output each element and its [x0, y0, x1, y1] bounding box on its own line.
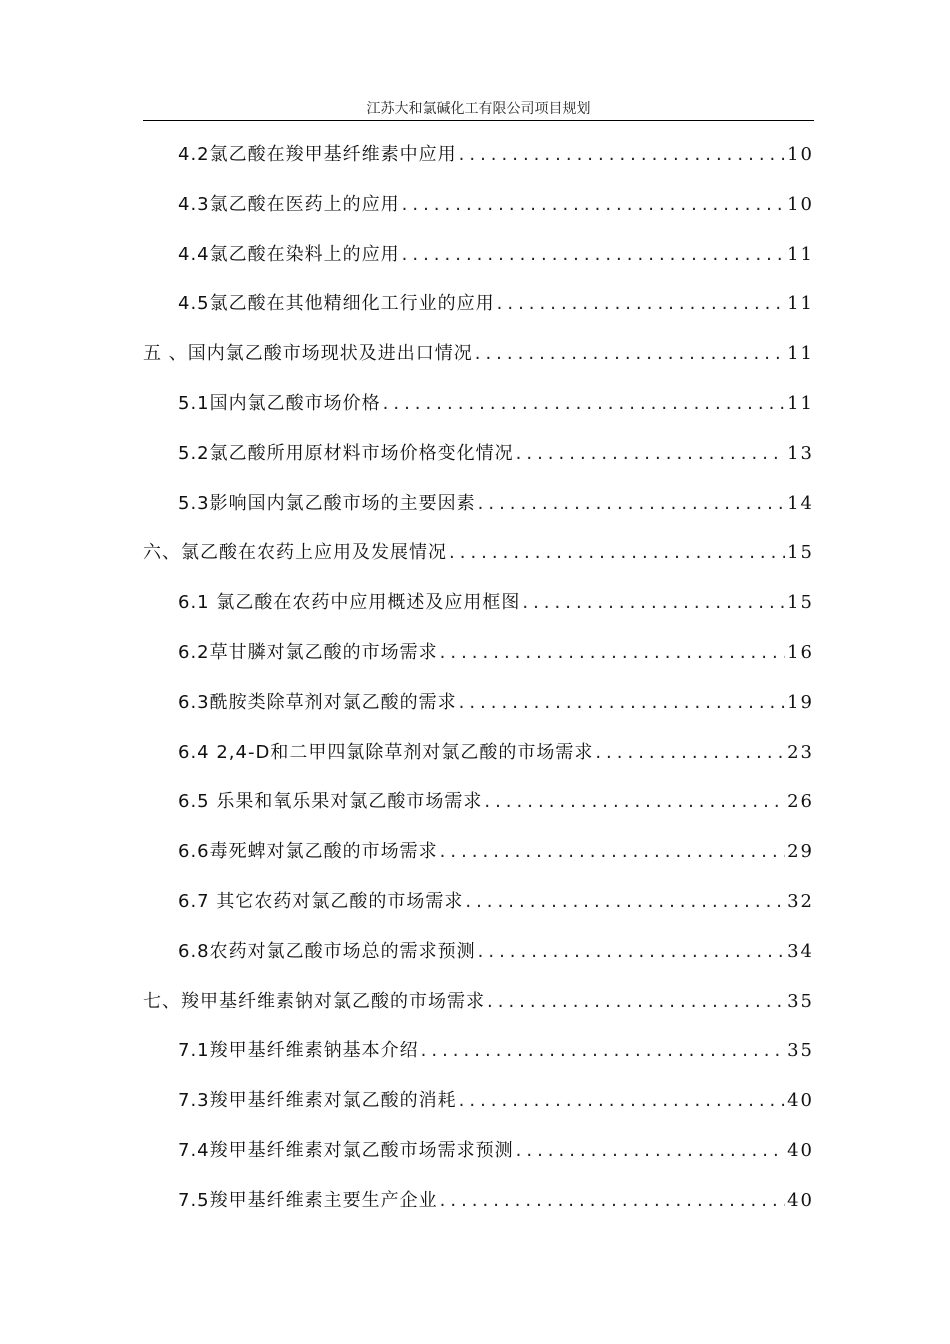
toc-leader-dots: [484, 777, 785, 827]
toc-entry-title: 6.1 氯乙酸在农药中应用概述及应用框图: [178, 592, 521, 614]
toc-entry[interactable]: [143, 180, 814, 230]
toc-entry[interactable]: [143, 230, 814, 280]
toc-page-number: 16: [787, 641, 814, 663]
toc-page-number: 11: [787, 343, 814, 365]
toc-entry-title: 6.2草甘膦对氯乙酸的市场需求: [178, 641, 438, 663]
toc-entry[interactable]: [143, 1026, 814, 1076]
toc-page-number: 10: [787, 144, 814, 165]
toc-entry[interactable]: [143, 429, 814, 479]
toc-leader-dots: [478, 927, 785, 977]
toc-entry[interactable]: [143, 678, 814, 728]
toc-leader-dots: [475, 329, 785, 379]
toc-entry-title: 6.5 乐果和氧乐果对氯乙酸市场需求: [178, 791, 483, 813]
toc-entry[interactable]: [143, 479, 814, 529]
toc-page-number: 23: [787, 741, 814, 763]
toc-page-number: 35: [787, 990, 814, 1012]
toc-entry[interactable]: [143, 777, 814, 827]
toc-entry[interactable]: [143, 279, 814, 329]
toc-entry-title: 4.5氯乙酸在其他精细化工行业的应用: [178, 293, 495, 315]
toc-leader-dots: [459, 130, 785, 180]
toc-chapter-entry[interactable]: [143, 329, 814, 379]
toc-page-number: 11: [787, 243, 814, 265]
toc-entry[interactable]: [143, 1176, 814, 1226]
toc-leader-dots: [440, 628, 785, 678]
toc-leader-dots: [459, 1076, 785, 1126]
toc-chapter-entry[interactable]: [143, 528, 814, 578]
toc-leader-dots: [440, 1176, 785, 1226]
table-of-contents: [143, 130, 814, 1226]
toc-page-number: 29: [787, 841, 814, 863]
toc-leader-dots: [478, 479, 785, 529]
toc-entry[interactable]: [143, 578, 814, 628]
toc-entry-title: 六、氯乙酸在农药上应用及发展情况: [143, 542, 447, 564]
toc-entry-title: 4.2氯乙酸在羧甲基纤维素中应用: [178, 144, 457, 165]
toc-entry-title: 6.3酰胺类除草剂对氯乙酸的需求: [178, 691, 457, 713]
toc-entry-title: 5.2氯乙酸所用原材料市场价格变化情况: [178, 442, 514, 464]
toc-page-number: 15: [787, 592, 814, 614]
toc-page-number: 40: [787, 1090, 814, 1112]
toc-leader-dots: [522, 578, 785, 628]
toc-entry[interactable]: [143, 827, 814, 877]
toc-entry[interactable]: [143, 877, 814, 927]
toc-leader-dots: [383, 379, 785, 429]
toc-page-number: 15: [787, 542, 814, 564]
toc-page-number: 40: [787, 1189, 814, 1211]
page-header: 江苏大和氯碱化工有限公司项目规划: [366, 101, 591, 117]
toc-entry-title: 6.7 其它农药对氯乙酸的市场需求: [178, 890, 464, 912]
toc-entry[interactable]: [143, 927, 814, 977]
toc-entry-title: 7.5羧甲基纤维素主要生产企业: [178, 1189, 438, 1211]
toc-leader-dots: [516, 429, 785, 479]
toc-page-number: 14: [787, 492, 814, 514]
toc-entry-title: 5.1国内氯乙酸市场价格: [178, 392, 381, 414]
toc-entry[interactable]: [143, 1126, 814, 1176]
toc-entry-title: 7.4羧甲基纤维素对氯乙酸市场需求预测: [178, 1139, 514, 1161]
toc-page-number: 40: [787, 1139, 814, 1161]
toc-entry[interactable]: [143, 1076, 814, 1126]
toc-leader-dots: [449, 528, 785, 578]
toc-entry-title: 七、羧甲基纤维素钠对氯乙酸的市场需求: [143, 990, 485, 1012]
toc-entry-title: 6.6毒死蜱对氯乙酸的市场需求: [178, 841, 438, 863]
toc-chapter-entry[interactable]: [143, 977, 814, 1027]
toc-entry[interactable]: [143, 379, 814, 429]
toc-page-number: 13: [787, 442, 814, 464]
toc-entry-title: 5.3影响国内氯乙酸市场的主要因素: [178, 492, 476, 514]
toc-leader-dots: [421, 1026, 785, 1076]
toc-entry-title: 五 、国内氯乙酸市场现状及进出口情况: [143, 343, 473, 365]
toc-page-number: 26: [787, 791, 814, 813]
toc-leader-dots: [459, 678, 785, 728]
header-divider: [143, 120, 814, 121]
toc-page-number: 11: [787, 293, 814, 315]
toc-entry-title: 4.3氯乙酸在医药上的应用: [178, 193, 400, 215]
toc-entry[interactable]: [143, 628, 814, 678]
toc-entry-title: 7.3羧甲基纤维素对氯乙酸的消耗: [178, 1090, 457, 1112]
toc-leader-dots: [516, 1126, 785, 1176]
toc-leader-dots: [402, 180, 785, 230]
toc-entry-title: 7.1羧甲基纤维素钠基本介绍: [178, 1040, 419, 1062]
toc-page-number: 10: [787, 193, 814, 215]
toc-page-number: 32: [787, 890, 814, 912]
toc-leader-dots: [440, 827, 785, 877]
toc-entry-title: 6.8农药对氯乙酸市场总的需求预测: [178, 940, 476, 962]
toc-entry[interactable]: [143, 130, 814, 180]
toc-page-number: 34: [787, 940, 814, 962]
toc-page-number: 35: [787, 1040, 814, 1062]
toc-leader-dots: [497, 279, 785, 329]
toc-leader-dots: [402, 230, 785, 280]
toc-leader-dots: [487, 977, 785, 1027]
toc-page-number: 11: [787, 392, 814, 414]
toc-entry-title: 4.4氯乙酸在染料上的应用: [178, 243, 400, 265]
toc-leader-dots: [465, 877, 785, 927]
toc-entry[interactable]: [143, 728, 814, 778]
toc-page-number: 19: [787, 691, 814, 713]
toc-entry-title: 6.4 2,4-D和二甲四氯除草剂对氯乙酸的市场需求: [178, 741, 594, 763]
toc-leader-dots: [595, 728, 785, 778]
